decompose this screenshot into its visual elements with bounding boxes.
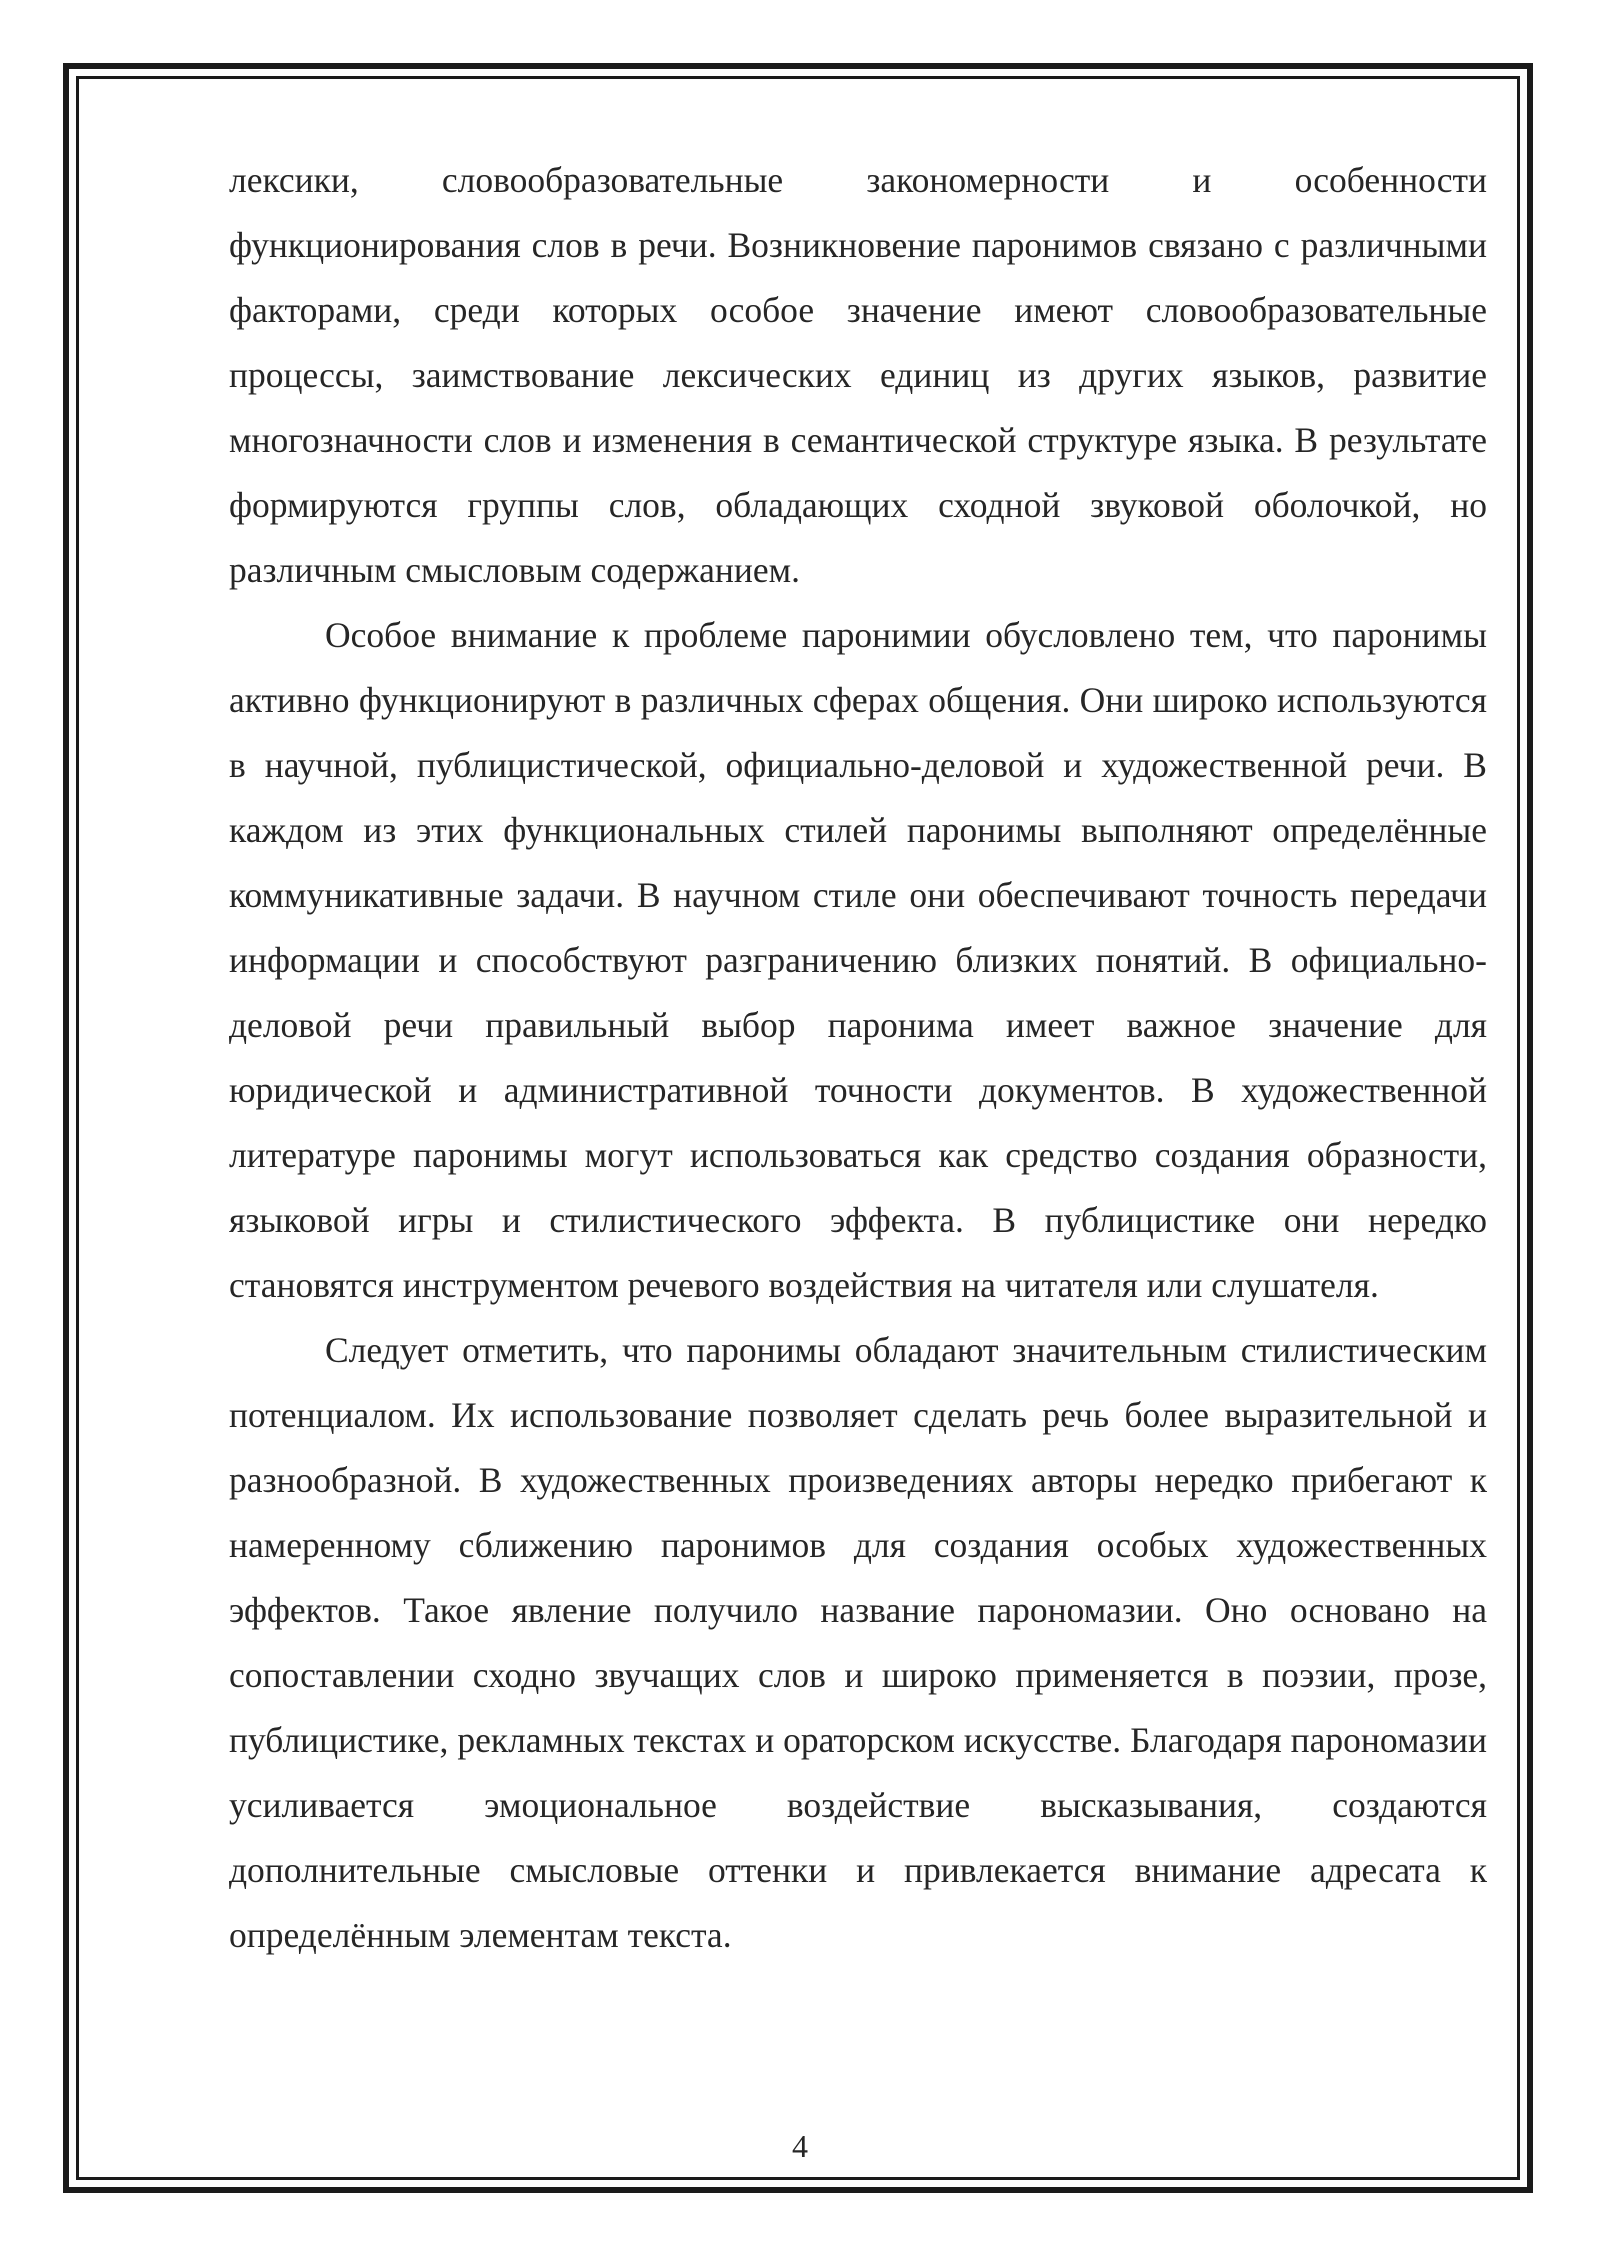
page-number: 4 <box>792 2128 808 2164</box>
document-body <box>229 148 1487 1968</box>
paragraph-1: лексики, словообразовательные закономерности и особенности функционирования слов в речи. Возникновение паронимов связано с различными факторами, среди которых особое значение имеют словообразовательные процессы, заимствование лексических единиц из других языков, развитие многозначности слов и изменения в семантической структуре языка. В результате формируются группы слов, обладающих сходной звуковой оболочкой, но различным смысловым содержанием. <box>229 160 1487 590</box>
paragraph-2: Особое внимание к проблеме паронимии обусловлено тем, что паронимы активно функционируют в различных сферах общения. Они широко используются в научной, публицистической, официально-деловой и художественной речи. В каждом из этих функциональных стилей паронимы выполняют определённые коммуникативные задачи. В научном стиле они обеспечивают точность передачи информации и способствуют разграничению близких понятий. В официально-деловой речи правильный выбор паронима имеет важное значение для юридической и административной точности документов. В художественной литературе паронимы могут использоваться как средство создания образности, языковой игры и стилистического эффекта. В публицистике они нередко становятся инструментом речевого воздействия на читателя или слушателя. <box>229 615 1487 1305</box>
paragraph-3: Следует отметить, что паронимы обладают значительным стилистическим потенциалом. Их использование позволяет сделать речь более выразительной и разнообразной. В художественных произведениях авторы нередко прибегают к намеренному сближению паронимов для создания особых художественных эффектов. Такое явление получило название парономазии. Оно основано на сопоставлении сходно звучащих слов и широко применяется в поэзии, прозе, публицистике, рекламных текстах и ораторском искусстве. Благодаря парономазии усиливается эмоциональное воздействие высказывания, создаются дополнительные смысловые оттенки и привлекается внимание адресата к определённым элементам текста. <box>229 1330 1487 1955</box>
